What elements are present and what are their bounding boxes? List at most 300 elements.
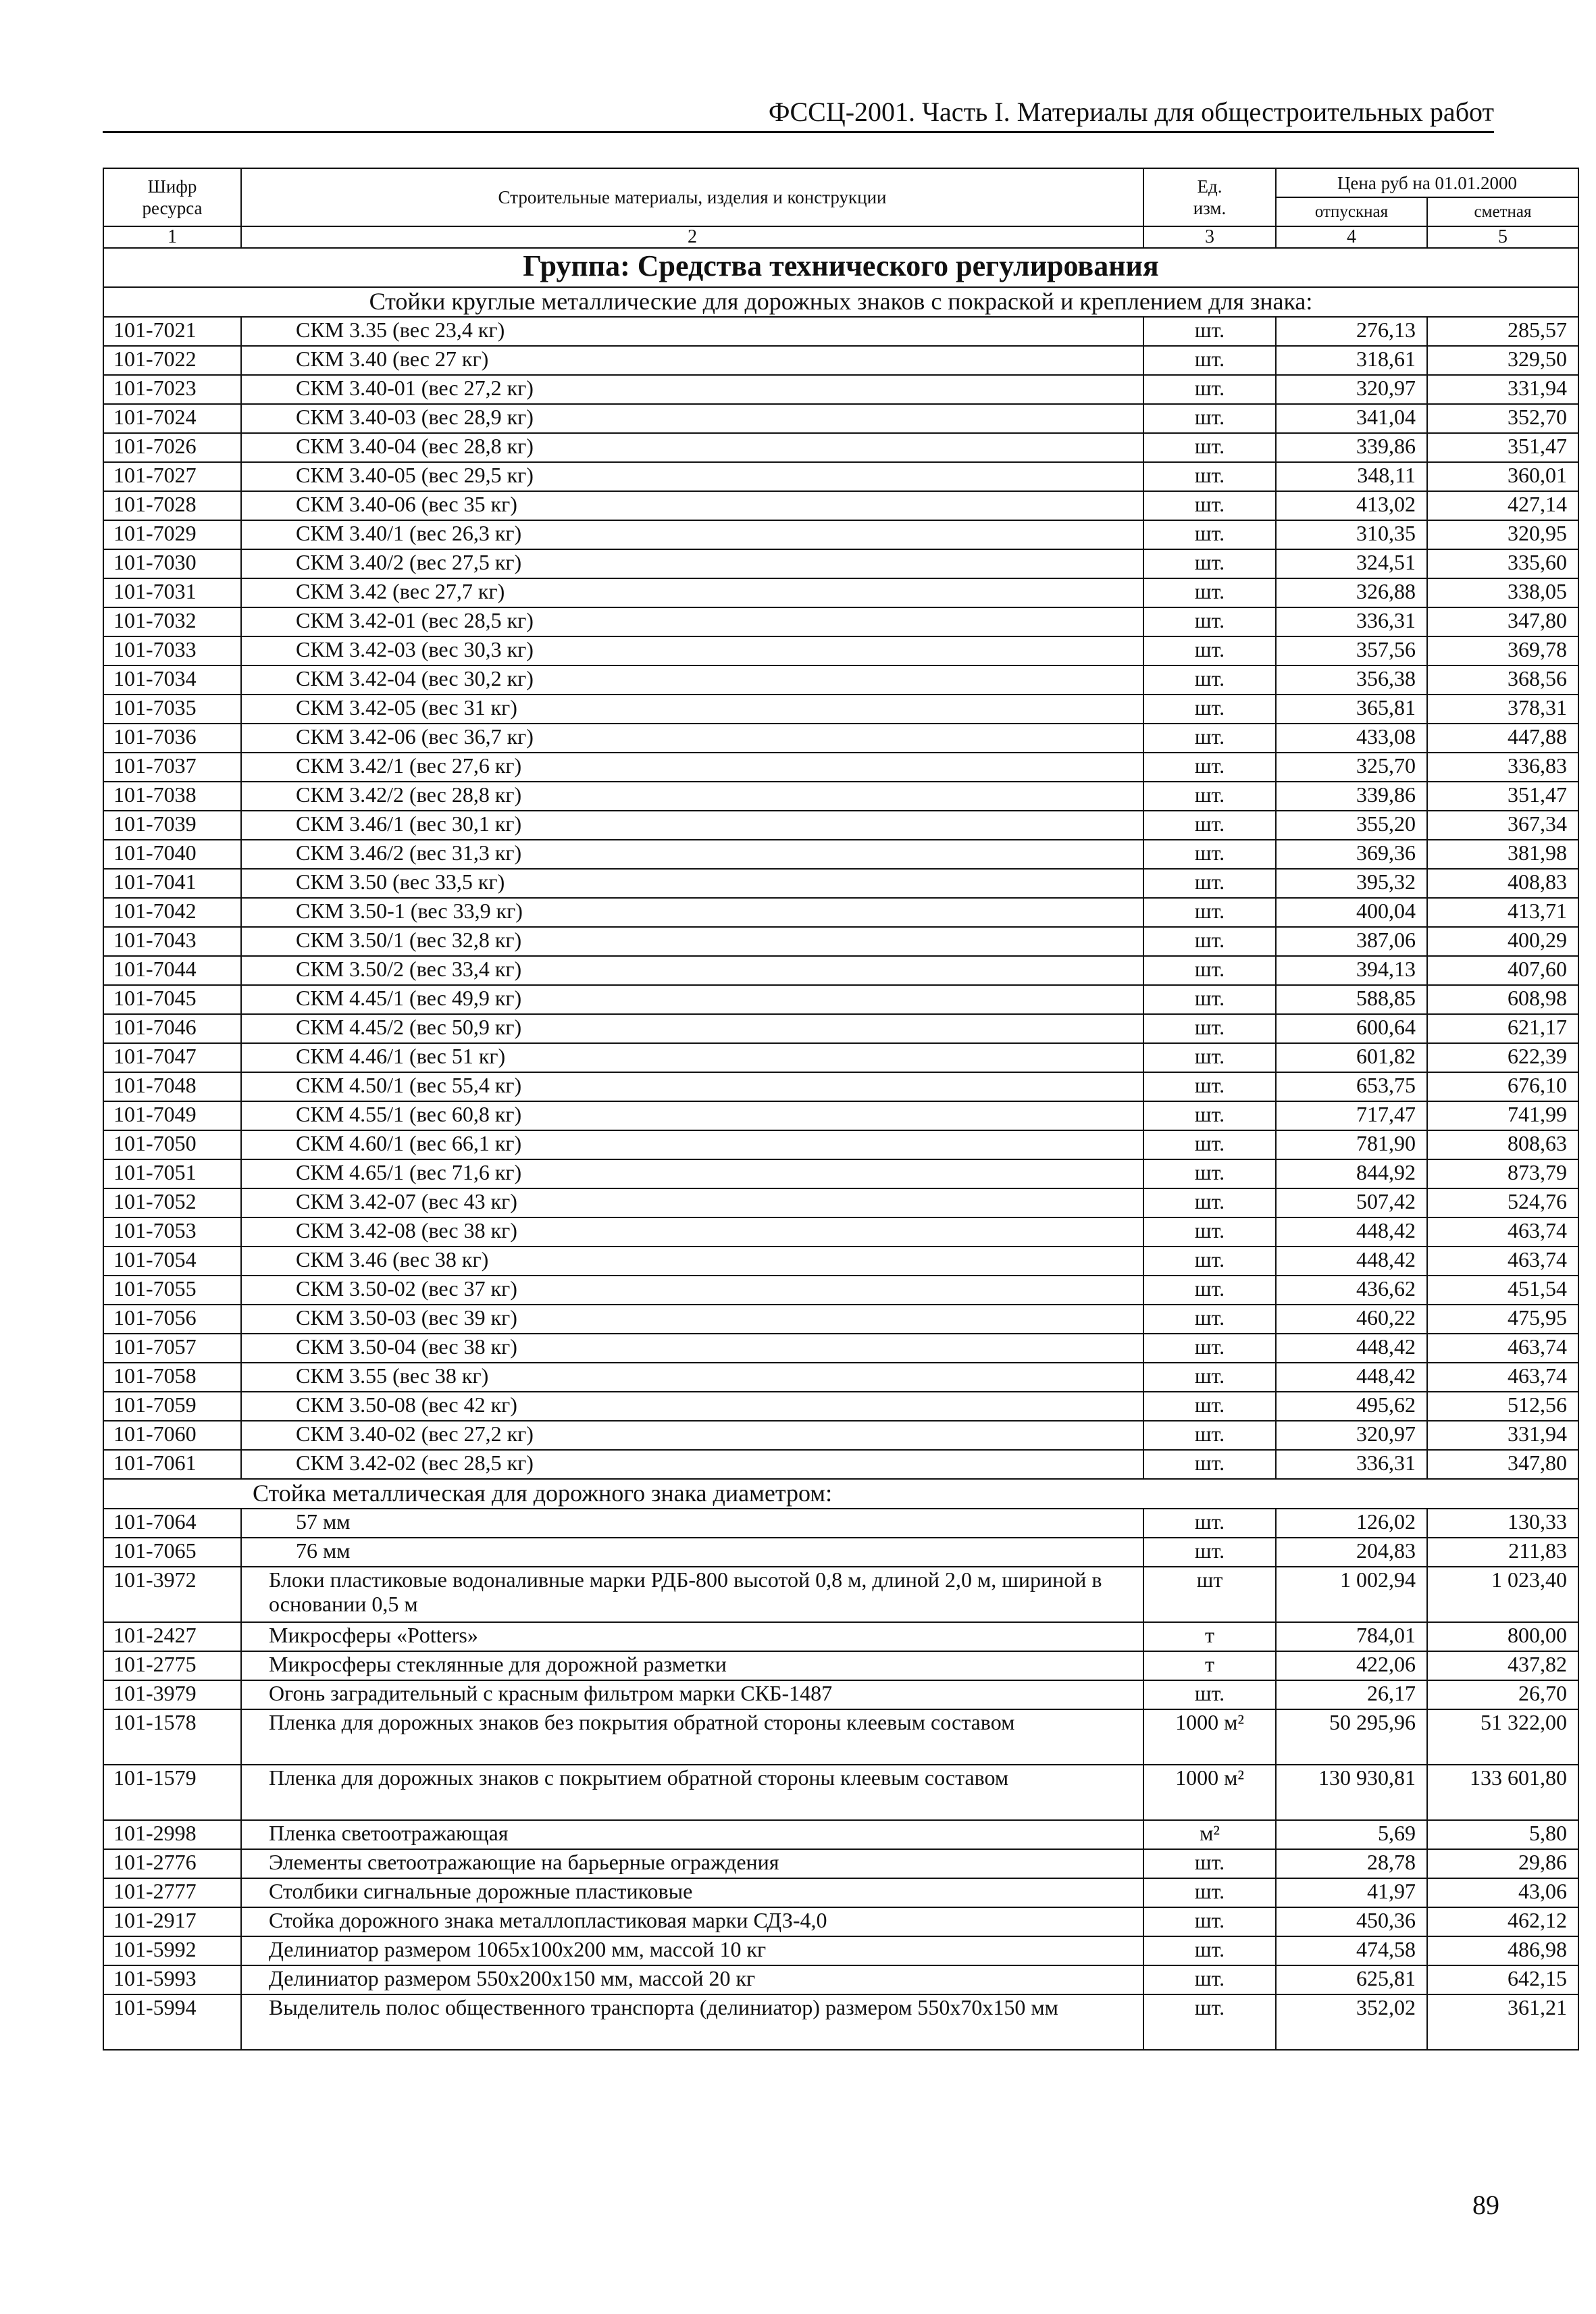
release-price: 26,17 xyxy=(1276,1680,1427,1709)
unit-of-measure: шт. xyxy=(1143,404,1276,433)
resource-code: 101-2776 xyxy=(103,1849,241,1878)
price-table xyxy=(103,168,1579,2051)
release-price: 413,02 xyxy=(1276,491,1427,520)
material-name: СКМ 3.46/1 (вес 30,1 кг) xyxy=(241,811,1143,840)
material-name: Стойка дорожного знака металлопластиковая марки СДЗ-4,0 xyxy=(241,1907,1143,1936)
page-number: 89 xyxy=(1472,2190,1499,2220)
release-price: 394,13 xyxy=(1276,956,1427,985)
resource-code: 101-7038 xyxy=(103,782,241,811)
material-name: СКМ 4.55/1 (вес 60,8 кг) xyxy=(241,1101,1143,1130)
estimate-price: 347,80 xyxy=(1427,1450,1578,1479)
unit-of-measure: шт. xyxy=(1143,1014,1276,1043)
unit-of-measure: шт. xyxy=(1143,1680,1276,1709)
unit-of-measure: шт. xyxy=(1143,1509,1276,1538)
column-number-row xyxy=(103,226,1578,248)
material-name: 76 мм xyxy=(241,1538,1143,1567)
resource-code: 101-7028 xyxy=(103,491,241,520)
unit-of-measure: шт. xyxy=(1143,1276,1276,1305)
resource-code: 101-7065 xyxy=(103,1538,241,1567)
estimate-price: 463,74 xyxy=(1427,1247,1578,1276)
resource-code: 101-7049 xyxy=(103,1101,241,1130)
resource-code: 101-1578 xyxy=(103,1709,241,1765)
material-name: СКМ 3.40-06 (вес 35 кг) xyxy=(241,491,1143,520)
unit-of-measure: шт. xyxy=(1143,1159,1276,1188)
unit-of-measure: шт. xyxy=(1143,549,1276,578)
estimate-price: 381,98 xyxy=(1427,840,1578,869)
unit-of-measure: шт. xyxy=(1143,1217,1276,1247)
resource-code: 101-7055 xyxy=(103,1276,241,1305)
material-name: Микросферы «Potters» xyxy=(241,1622,1143,1651)
release-price: 339,86 xyxy=(1276,433,1427,462)
release-price: 310,35 xyxy=(1276,520,1427,549)
table-row xyxy=(103,1392,1578,1421)
estimate-price: 427,14 xyxy=(1427,491,1578,520)
table-row xyxy=(103,695,1578,724)
release-price: 320,97 xyxy=(1276,1421,1427,1450)
table-row xyxy=(103,636,1578,665)
material-name: Микросферы стеклянные для дорожной разметки xyxy=(241,1651,1143,1680)
table-row xyxy=(103,1363,1578,1392)
estimate-price: 462,12 xyxy=(1427,1907,1578,1936)
release-price: 450,36 xyxy=(1276,1907,1427,1936)
unit-of-measure: шт. xyxy=(1143,1101,1276,1130)
unit-of-measure: шт. xyxy=(1143,1305,1276,1334)
unit-of-measure: шт. xyxy=(1143,665,1276,695)
release-price: 395,32 xyxy=(1276,869,1427,898)
table-row xyxy=(103,1820,1578,1849)
resource-code: 101-2998 xyxy=(103,1820,241,1849)
unit-of-measure: шт. xyxy=(1143,346,1276,375)
release-price: 448,42 xyxy=(1276,1217,1427,1247)
estimate-price: 5,80 xyxy=(1427,1820,1578,1849)
estimate-price: 524,76 xyxy=(1427,1188,1578,1217)
material-name: СКМ 4.65/1 (вес 71,6 кг) xyxy=(241,1159,1143,1188)
table-row xyxy=(103,1130,1578,1159)
unit-of-measure: шт. xyxy=(1143,1450,1276,1479)
release-price: 341,04 xyxy=(1276,404,1427,433)
table-row xyxy=(103,1014,1578,1043)
material-name: Огонь заградительный с красным фильтром марки СКБ-1487 xyxy=(241,1680,1143,1709)
table-row xyxy=(103,753,1578,782)
release-price: 448,42 xyxy=(1276,1334,1427,1363)
resource-code: 101-2427 xyxy=(103,1622,241,1651)
group-title: Группа: Средства технического регулирования xyxy=(103,248,1578,287)
header-price: Цена руб на 01.01.2000 xyxy=(1276,168,1578,197)
material-name: СКМ 4.50/1 (вес 55,4 кг) xyxy=(241,1072,1143,1101)
material-name: СКМ 3.40/2 (вес 27,5 кг) xyxy=(241,549,1143,578)
resource-code: 101-7027 xyxy=(103,462,241,491)
material-name: СКМ 3.42-07 (вес 43 кг) xyxy=(241,1188,1143,1217)
section2-title-row xyxy=(103,1479,1578,1509)
table-row xyxy=(103,375,1578,404)
header-code: Шифр ресурса xyxy=(103,168,241,226)
release-price: 324,51 xyxy=(1276,549,1427,578)
unit-of-measure: т xyxy=(1143,1651,1276,1680)
resource-code: 101-7046 xyxy=(103,1014,241,1043)
table-row xyxy=(103,665,1578,695)
header-price-release: отпускная xyxy=(1276,197,1427,226)
estimate-price: 608,98 xyxy=(1427,985,1578,1014)
table-row xyxy=(103,520,1578,549)
unit-of-measure: т xyxy=(1143,1622,1276,1651)
release-price: 1 002,94 xyxy=(1276,1567,1427,1622)
table-row xyxy=(103,491,1578,520)
estimate-price: 642,15 xyxy=(1427,1965,1578,1994)
material-name: СКМ 3.40-02 (вес 27,2 кг) xyxy=(241,1421,1143,1450)
release-price: 844,92 xyxy=(1276,1159,1427,1188)
unit-of-measure: шт. xyxy=(1143,724,1276,753)
estimate-price: 331,94 xyxy=(1427,375,1578,404)
unit-of-measure: шт. xyxy=(1143,462,1276,491)
unit-of-measure: шт. xyxy=(1143,636,1276,665)
table-row xyxy=(103,1651,1578,1680)
release-price: 126,02 xyxy=(1276,1509,1427,1538)
estimate-price: 621,17 xyxy=(1427,1014,1578,1043)
estimate-price: 351,47 xyxy=(1427,433,1578,462)
material-name: СКМ 3.50-03 (вес 39 кг) xyxy=(241,1305,1143,1334)
material-name: СКМ 3.42/1 (вес 27,6 кг) xyxy=(241,753,1143,782)
resource-code: 101-7047 xyxy=(103,1043,241,1072)
release-price: 436,62 xyxy=(1276,1276,1427,1305)
resource-code: 101-3979 xyxy=(103,1680,241,1709)
material-name: СКМ 3.55 (вес 38 кг) xyxy=(241,1363,1143,1392)
column-number-5: 5 xyxy=(1427,226,1578,248)
resource-code: 101-7053 xyxy=(103,1217,241,1247)
release-price: 781,90 xyxy=(1276,1130,1427,1159)
unit-of-measure: шт. xyxy=(1143,1043,1276,1072)
resource-code: 101-7061 xyxy=(103,1450,241,1479)
release-price: 448,42 xyxy=(1276,1247,1427,1276)
table-row xyxy=(103,1101,1578,1130)
resource-code: 101-2775 xyxy=(103,1651,241,1680)
table-row xyxy=(103,985,1578,1014)
estimate-price: 378,31 xyxy=(1427,695,1578,724)
release-price: 352,02 xyxy=(1276,1994,1427,2050)
unit-of-measure: шт. xyxy=(1143,433,1276,462)
estimate-price: 486,98 xyxy=(1427,1936,1578,1965)
table-row xyxy=(103,869,1578,898)
column-number-3: 3 xyxy=(1143,226,1276,248)
resource-code: 101-7048 xyxy=(103,1072,241,1101)
material-name: СКМ 3.42-08 (вес 38 кг) xyxy=(241,1217,1143,1247)
resource-code: 101-7045 xyxy=(103,985,241,1014)
table-row xyxy=(103,1849,1578,1878)
estimate-price: 475,95 xyxy=(1427,1305,1578,1334)
estimate-price: 400,29 xyxy=(1427,927,1578,956)
material-name: Пленка для дорожных знаков без покрытия обратной стороны клеевым составом xyxy=(241,1709,1143,1765)
release-price: 276,13 xyxy=(1276,317,1427,346)
estimate-price: 741,99 xyxy=(1427,1101,1578,1130)
release-price: 41,97 xyxy=(1276,1878,1427,1907)
column-number-2: 2 xyxy=(241,226,1143,248)
release-price: 717,47 xyxy=(1276,1101,1427,1130)
material-name: Делиниатор размером 1065х100х200 мм, массой 10 кг xyxy=(241,1936,1143,1965)
other-rows xyxy=(103,1567,1578,2050)
unit-of-measure: шт. xyxy=(1143,927,1276,956)
resource-code: 101-3972 xyxy=(103,1567,241,1622)
release-price: 625,81 xyxy=(1276,1965,1427,1994)
table-row xyxy=(103,1567,1578,1622)
release-price: 601,82 xyxy=(1276,1043,1427,1072)
resource-code: 101-5994 xyxy=(103,1994,241,2050)
resource-code: 101-7041 xyxy=(103,869,241,898)
material-name: 57 мм xyxy=(241,1509,1143,1538)
unit-of-measure: шт. xyxy=(1143,520,1276,549)
release-price: 433,08 xyxy=(1276,724,1427,753)
estimate-price: 320,95 xyxy=(1427,520,1578,549)
estimate-price: 360,01 xyxy=(1427,462,1578,491)
section1-title-row xyxy=(103,287,1578,317)
table-row xyxy=(103,1878,1578,1907)
release-price: 400,04 xyxy=(1276,898,1427,927)
header-price-estimate: сметная xyxy=(1427,197,1578,226)
table-row xyxy=(103,811,1578,840)
release-price: 130 930,81 xyxy=(1276,1765,1427,1820)
material-name: СКМ 3.46/2 (вес 31,3 кг) xyxy=(241,840,1143,869)
unit-of-measure: шт. xyxy=(1143,985,1276,1014)
unit-of-measure: шт. xyxy=(1143,753,1276,782)
material-name: СКМ 3.50 (вес 33,5 кг) xyxy=(241,869,1143,898)
unit-of-measure: шт. xyxy=(1143,607,1276,636)
unit-of-measure: шт. xyxy=(1143,840,1276,869)
resource-code: 101-7035 xyxy=(103,695,241,724)
resource-code: 101-7024 xyxy=(103,404,241,433)
unit-of-measure: 1000 м² xyxy=(1143,1765,1276,1820)
material-name: СКМ 3.40-04 (вес 28,8 кг) xyxy=(241,433,1143,462)
material-name: СКМ 3.40-03 (вес 28,9 кг) xyxy=(241,404,1143,433)
header-name: Строительные материалы, изделия и конструкции xyxy=(241,168,1143,226)
estimate-price: 808,63 xyxy=(1427,1130,1578,1159)
table-row xyxy=(103,1680,1578,1709)
resource-code: 101-7036 xyxy=(103,724,241,753)
estimate-price: 352,70 xyxy=(1427,404,1578,433)
release-price: 348,11 xyxy=(1276,462,1427,491)
resource-code: 101-7022 xyxy=(103,346,241,375)
unit-of-measure: шт. xyxy=(1143,869,1276,898)
unit-of-measure: шт. xyxy=(1143,1538,1276,1567)
unit-of-measure: шт. xyxy=(1143,491,1276,520)
section2-rows xyxy=(103,1509,1578,1567)
material-name: СКМ 3.42-03 (вес 30,3 кг) xyxy=(241,636,1143,665)
release-price: 600,64 xyxy=(1276,1014,1427,1043)
material-name: СКМ 4.45/2 (вес 50,9 кг) xyxy=(241,1014,1143,1043)
resource-code: 101-7034 xyxy=(103,665,241,695)
resource-code: 101-7054 xyxy=(103,1247,241,1276)
material-name: Столбики сигнальные дорожные пластиковые xyxy=(241,1878,1143,1907)
material-name: СКМ 3.40/1 (вес 26,3 кг) xyxy=(241,520,1143,549)
resource-code: 101-7057 xyxy=(103,1334,241,1363)
estimate-price: 130,33 xyxy=(1427,1509,1578,1538)
unit-of-measure: шт. xyxy=(1143,1849,1276,1878)
release-price: 507,42 xyxy=(1276,1188,1427,1217)
table-row xyxy=(103,1188,1578,1217)
material-name: СКМ 4.45/1 (вес 49,9 кг) xyxy=(241,985,1143,1014)
table-row xyxy=(103,1247,1578,1276)
release-price: 326,88 xyxy=(1276,578,1427,607)
estimate-price: 331,94 xyxy=(1427,1421,1578,1450)
estimate-price: 338,05 xyxy=(1427,578,1578,607)
unit-of-measure: шт. xyxy=(1143,1965,1276,1994)
unit-of-measure: шт. xyxy=(1143,1130,1276,1159)
resource-code: 101-5992 xyxy=(103,1936,241,1965)
material-name: СКМ 3.35 (вес 23,4 кг) xyxy=(241,317,1143,346)
resource-code: 101-7042 xyxy=(103,898,241,927)
unit-of-measure: шт. xyxy=(1143,1188,1276,1217)
estimate-price: 335,60 xyxy=(1427,549,1578,578)
column-number-1: 1 xyxy=(103,226,241,248)
resource-code: 101-7043 xyxy=(103,927,241,956)
estimate-price: 437,82 xyxy=(1427,1651,1578,1680)
estimate-price: 336,83 xyxy=(1427,753,1578,782)
unit-of-measure: шт. xyxy=(1143,375,1276,404)
release-price: 422,06 xyxy=(1276,1651,1427,1680)
material-name: СКМ 3.42 (вес 27,7 кг) xyxy=(241,578,1143,607)
release-price: 369,36 xyxy=(1276,840,1427,869)
material-name: СКМ 4.60/1 (вес 66,1 кг) xyxy=(241,1130,1143,1159)
release-price: 204,83 xyxy=(1276,1538,1427,1567)
material-name: СКМ 3.50-08 (вес 42 кг) xyxy=(241,1392,1143,1421)
table-row xyxy=(103,840,1578,869)
release-price: 325,70 xyxy=(1276,753,1427,782)
table-row xyxy=(103,1709,1578,1765)
table-header-row xyxy=(103,168,1578,197)
table-row xyxy=(103,1622,1578,1651)
table-row xyxy=(103,1421,1578,1450)
resource-code: 101-7033 xyxy=(103,636,241,665)
estimate-price: 29,86 xyxy=(1427,1849,1578,1878)
release-price: 784,01 xyxy=(1276,1622,1427,1651)
unit-of-measure: шт. xyxy=(1143,1878,1276,1907)
release-price: 357,56 xyxy=(1276,636,1427,665)
material-name: СКМ 3.40-01 (вес 27,2 кг) xyxy=(241,375,1143,404)
material-name: СКМ 3.50/1 (вес 32,8 кг) xyxy=(241,927,1143,956)
release-price: 653,75 xyxy=(1276,1072,1427,1101)
material-name: СКМ 3.42-05 (вес 31 кг) xyxy=(241,695,1143,724)
resource-code: 101-7037 xyxy=(103,753,241,782)
table-row xyxy=(103,927,1578,956)
running-title: ФССЦ-2001. Часть I. Материалы для общестроительных работ xyxy=(103,95,1494,133)
estimate-price: 329,50 xyxy=(1427,346,1578,375)
release-price: 336,31 xyxy=(1276,607,1427,636)
unit-of-measure: шт. xyxy=(1143,578,1276,607)
table-row xyxy=(103,1072,1578,1101)
material-name: СКМ 3.42-01 (вес 28,5 кг) xyxy=(241,607,1143,636)
estimate-price: 211,83 xyxy=(1427,1538,1578,1567)
release-price: 356,38 xyxy=(1276,665,1427,695)
estimate-price: 347,80 xyxy=(1427,607,1578,636)
table-row xyxy=(103,317,1578,346)
table-row xyxy=(103,1994,1578,2050)
table-row xyxy=(103,462,1578,491)
release-price: 5,69 xyxy=(1276,1820,1427,1849)
resource-code: 101-7021 xyxy=(103,317,241,346)
table-row xyxy=(103,1305,1578,1334)
estimate-price: 368,56 xyxy=(1427,665,1578,695)
unit-of-measure: шт. xyxy=(1143,1247,1276,1276)
estimate-price: 51 322,00 xyxy=(1427,1709,1578,1765)
release-price: 460,22 xyxy=(1276,1305,1427,1334)
unit-of-measure: шт. xyxy=(1143,1994,1276,2050)
table-row xyxy=(103,1217,1578,1247)
section1-title: Стойки круглые металлические для дорожных знаков с покраской и креплением для знака: xyxy=(103,287,1578,317)
material-name: СКМ 3.46 (вес 38 кг) xyxy=(241,1247,1143,1276)
resource-code: 101-7039 xyxy=(103,811,241,840)
estimate-price: 43,06 xyxy=(1427,1878,1578,1907)
table-row xyxy=(103,578,1578,607)
release-price: 365,81 xyxy=(1276,695,1427,724)
unit-of-measure: шт. xyxy=(1143,782,1276,811)
release-price: 355,20 xyxy=(1276,811,1427,840)
estimate-price: 351,47 xyxy=(1427,782,1578,811)
material-name: СКМ 3.40 (вес 27 кг) xyxy=(241,346,1143,375)
column-number-4: 4 xyxy=(1276,226,1427,248)
release-price: 339,86 xyxy=(1276,782,1427,811)
resource-code: 101-7059 xyxy=(103,1392,241,1421)
unit-of-measure: шт. xyxy=(1143,811,1276,840)
unit-of-measure: шт. xyxy=(1143,1363,1276,1392)
unit-of-measure: шт. xyxy=(1143,1421,1276,1450)
estimate-price: 361,21 xyxy=(1427,1994,1578,2050)
table-row xyxy=(103,1450,1578,1479)
table-row xyxy=(103,1509,1578,1538)
table-row xyxy=(103,1334,1578,1363)
unit-of-measure: шт. xyxy=(1143,1392,1276,1421)
estimate-price: 367,34 xyxy=(1427,811,1578,840)
material-name: Блоки пластиковые водоналивные марки РДБ-800 высотой 0,8 м, длиной 2,0 м, шириной в основании 0,5 м xyxy=(241,1567,1143,1622)
section1-rows xyxy=(103,317,1578,1479)
table-row xyxy=(103,956,1578,985)
resource-code: 101-7058 xyxy=(103,1363,241,1392)
table-row xyxy=(103,549,1578,578)
estimate-price: 1 023,40 xyxy=(1427,1567,1578,1622)
material-name: Выделитель полос общественного транспорта (делиниатор) размером 550х70х150 мм xyxy=(241,1994,1143,2050)
material-name: СКМ 3.50-04 (вес 38 кг) xyxy=(241,1334,1143,1363)
estimate-price: 463,74 xyxy=(1427,1217,1578,1247)
table-row xyxy=(103,1907,1578,1936)
table-row xyxy=(103,1765,1578,1820)
resource-code: 101-7044 xyxy=(103,956,241,985)
resource-code: 101-7031 xyxy=(103,578,241,607)
estimate-price: 408,83 xyxy=(1427,869,1578,898)
estimate-price: 463,74 xyxy=(1427,1363,1578,1392)
resource-code: 101-7026 xyxy=(103,433,241,462)
material-name: Пленка светоотражающая xyxy=(241,1820,1143,1849)
resource-code: 101-5993 xyxy=(103,1965,241,1994)
release-price: 50 295,96 xyxy=(1276,1709,1427,1765)
material-name: СКМ 3.42-02 (вес 28,5 кг) xyxy=(241,1450,1143,1479)
table-row xyxy=(103,346,1578,375)
table-row xyxy=(103,1043,1578,1072)
release-price: 495,62 xyxy=(1276,1392,1427,1421)
material-name: СКМ 4.46/1 (вес 51 кг) xyxy=(241,1043,1143,1072)
section2-title: Стойка металлическая для дорожного знака диаметром: xyxy=(103,1479,1578,1509)
estimate-price: 676,10 xyxy=(1427,1072,1578,1101)
resource-code: 101-7064 xyxy=(103,1509,241,1538)
resource-code: 101-7051 xyxy=(103,1159,241,1188)
estimate-price: 451,54 xyxy=(1427,1276,1578,1305)
estimate-price: 447,88 xyxy=(1427,724,1578,753)
resource-code: 101-7060 xyxy=(103,1421,241,1450)
table-row xyxy=(103,404,1578,433)
header-unit: Ед. изм. xyxy=(1143,168,1276,226)
estimate-price: 463,74 xyxy=(1427,1334,1578,1363)
resource-code: 101-2777 xyxy=(103,1878,241,1907)
release-price: 320,97 xyxy=(1276,375,1427,404)
table-row xyxy=(103,898,1578,927)
estimate-price: 622,39 xyxy=(1427,1043,1578,1072)
material-name: Пленка для дорожных знаков с покрытием обратной стороны клеевым составом xyxy=(241,1765,1143,1820)
release-price: 318,61 xyxy=(1276,346,1427,375)
